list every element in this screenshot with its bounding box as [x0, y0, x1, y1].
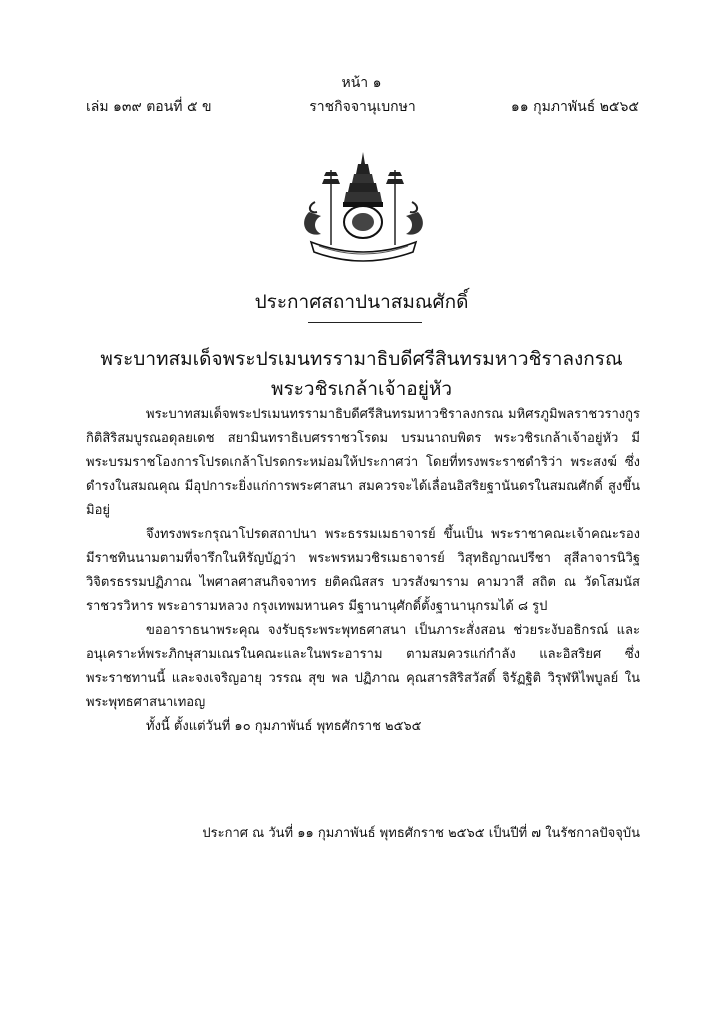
- gazette-header: [86, 96, 639, 116]
- announcement-title: ประกาศสถาปนาสมณศักดิ์: [254, 291, 469, 313]
- proclamation-date: ประกาศ ณ วันที่ ๑๑ กุมภาพันธ์ พุทธศักราช ๒๕๖๕ เป็นปีที่ ๗ ในรัชกาลปัจจุบัน: [202, 826, 640, 841]
- gazette-name: ราชกิจจานุเบกษา: [309, 99, 416, 115]
- paragraph-1: พระบาทสมเด็จพระปรเมนทรรามาธิบดีศรีสินทรมหาวชิราลงกรณ มหิศรภูมิพลราชวรางกูร กิติสิริสมบูรณอดุลยเดช สยามินทราธิเบศรราชวโรดม บรมนาถบพิตร พระวชิรเกล้าเจ้าอยู่หัว มีพระบรมราชโองการโปรดเกล้าโปรดกระหม่อมให้ประกาศว่า โดยที่ทรงพระราชดำริว่า พระสงฆ์ ซึ่งดำรงในสมณคุณ มีอุปการะยิ่งแก่การพระศาสนา สมควรจะได้เลื่อนอิสริยฐานันดรในสมณศักดิ์ สูงขึ้นมิอยู่: [86, 407, 640, 518]
- king-title: [0, 344, 723, 404]
- paragraph-4: ทั้งนี้ ตั้งแต่วันที่ ๑๐ กุมภาพันธ์ พุทธศักราช ๒๕๖๕: [146, 719, 422, 734]
- royal-emblem-icon: [291, 150, 436, 265]
- title-divider: [308, 322, 422, 323]
- king-title-line-1: พระบาทสมเด็จพระปรเมนทรรามาธิบดีศรีสินทรมหาวชิราลงกรณ: [100, 348, 623, 370]
- volume-issue: เล่ม ๑๓๙ ตอนที่ ๕ ข: [86, 99, 212, 115]
- page-number: หน้า ๑: [341, 75, 382, 91]
- announcement-body: [86, 403, 640, 739]
- gazette-date: ๑๑ กุมภาพันธ์ ๒๕๖๕: [510, 99, 639, 115]
- paragraph-3: ขออาราธนาพระคุณ จงรับธุระพระพุทธศาสนา เป็นภาระสั่งสอน ช่วยระงับอธิกรณ์ และอนุเคราะห์พระภิกษุสามเณรในคณะและในพระอาราม ตามสมควรแก่กำลัง และอิสริยศ ซึ่งพระราชทานนี้ และจงเจริญอายุ วรรณ สุข พล ปฏิภาณ คุณสารสิริสวัสดิ์ จิรัฏฐิติ วิรุฬหิไพบูลย์ ในพระพุทธศาสนาเทอญ: [86, 623, 640, 710]
- paragraph-2: จึงทรงพระกรุณาโปรดสถาปนา พระธรรมเมธาจารย์ ขึ้นเป็น พระราชาคณะเจ้าคณะรอง มีราชทินนามตามที่จารึกในหิรัญบัฏว่า พระพรหมวชิรเมธาจารย์ วิสุทธิญาณปรีชา สุสีลาจารนิวิฐ วิจิตรธรรมปฏิภาณ ไพศาลศาสนกิจจาทร ยติคณิสสร บวรสังฆาราม คามวาสี สถิต ณ วัดโสมนัส ราชวรวิหาร พระอารามหลวง กรุงเทพมหานคร มีฐานานุศักดิ์ตั้งฐานานุกรมได้ ๘ รูป: [86, 527, 640, 614]
- king-title-line-2: พระวชิรเกล้าเจ้าอยู่หัว: [270, 378, 453, 400]
